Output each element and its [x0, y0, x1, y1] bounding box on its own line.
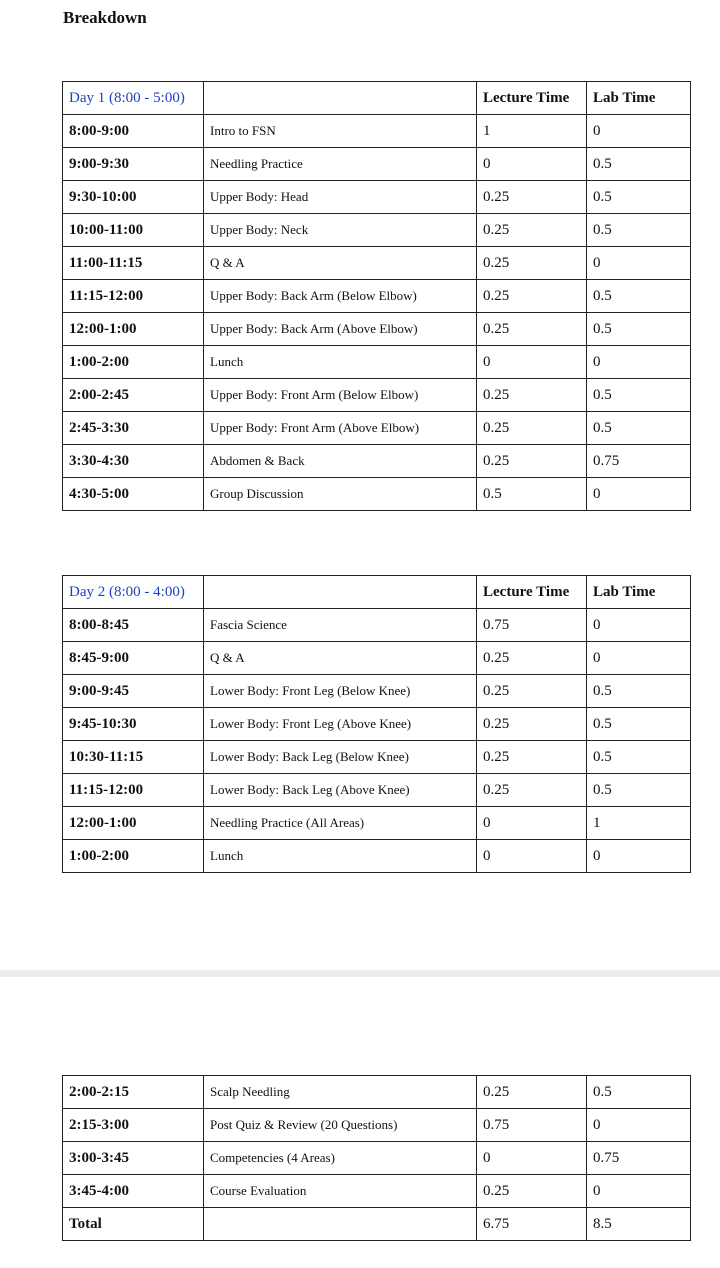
time-slot-cell: 9:00-9:45	[63, 675, 204, 708]
activity-cell: Fascia Science	[204, 609, 477, 642]
lecture-time-cell: 6.75	[477, 1208, 587, 1241]
lecture-time-cell: 0.25	[477, 741, 587, 774]
time-slot-cell: 10:30-11:15	[63, 741, 204, 774]
day-header-cell: Day 2 (8:00 - 4:00)	[63, 576, 204, 609]
lab-time-cell: 0.5	[587, 148, 691, 181]
table-row	[63, 445, 691, 478]
time-slot-cell: 8:00-8:45	[63, 609, 204, 642]
lecture-time-cell: 0.25	[477, 445, 587, 478]
activity-cell: Lower Body: Front Leg (Above Knee)	[204, 708, 477, 741]
table-row	[63, 1208, 691, 1241]
time-slot-cell: 3:00-3:45	[63, 1142, 204, 1175]
day-header-cell: Day 1 (8:00 - 5:00)	[63, 82, 204, 115]
activity-cell: Lower Body: Back Leg (Below Knee)	[204, 741, 477, 774]
lecture-time-cell: 0.25	[477, 774, 587, 807]
activity-cell: Upper Body: Back Arm (Above Elbow)	[204, 313, 477, 346]
activity-cell: Abdomen & Back	[204, 445, 477, 478]
page-break-divider	[0, 970, 720, 977]
table-row	[63, 675, 691, 708]
time-slot-cell: 12:00-1:00	[63, 807, 204, 840]
time-slot-cell: Total	[63, 1208, 204, 1241]
lab-time-cell: 0.5	[587, 1076, 691, 1109]
time-slot-cell: 12:00-1:00	[63, 313, 204, 346]
table-row	[63, 313, 691, 346]
lab-time-cell: 0.5	[587, 214, 691, 247]
lab-time-cell: 0.5	[587, 675, 691, 708]
activity-cell: Needling Practice	[204, 148, 477, 181]
activity-cell: Competencies (4 Areas)	[204, 1142, 477, 1175]
time-slot-cell: 1:00-2:00	[63, 840, 204, 873]
table-row	[63, 346, 691, 379]
time-slot-cell: 11:00-11:15	[63, 247, 204, 280]
day1-schedule-table	[62, 81, 691, 511]
table-row	[63, 642, 691, 675]
table-row	[63, 148, 691, 181]
time-slot-cell: 1:00-2:00	[63, 346, 204, 379]
time-slot-cell: 4:30-5:00	[63, 478, 204, 511]
lecture-time-header: Lecture Time	[477, 576, 587, 609]
lab-time-cell: 1	[587, 807, 691, 840]
table-row	[63, 609, 691, 642]
activity-cell: Upper Body: Head	[204, 181, 477, 214]
activity-cell: Upper Body: Front Arm (Below Elbow)	[204, 379, 477, 412]
time-slot-cell: 3:45-4:00	[63, 1175, 204, 1208]
activity-cell: Scalp Needling	[204, 1076, 477, 1109]
activity-cell: Upper Body: Back Arm (Below Elbow)	[204, 280, 477, 313]
lab-time-header: Lab Time	[587, 576, 691, 609]
lecture-time-cell: 0	[477, 148, 587, 181]
lecture-time-cell: 0.75	[477, 1109, 587, 1142]
activity-cell: Upper Body: Neck	[204, 214, 477, 247]
lab-time-cell: 0	[587, 1109, 691, 1142]
lecture-time-cell: 0.25	[477, 313, 587, 346]
activity-cell: Lower Body: Front Leg (Below Knee)	[204, 675, 477, 708]
time-slot-cell: 8:00-9:00	[63, 115, 204, 148]
lecture-time-cell: 0	[477, 346, 587, 379]
time-slot-cell: 9:00-9:30	[63, 148, 204, 181]
time-slot-cell: 2:45-3:30	[63, 412, 204, 445]
lecture-time-cell: 0	[477, 1142, 587, 1175]
lecture-time-cell: 0	[477, 807, 587, 840]
lab-time-cell: 0	[587, 840, 691, 873]
activity-cell: Lunch	[204, 840, 477, 873]
time-slot-cell: 11:15-12:00	[63, 774, 204, 807]
lecture-time-cell: 0.25	[477, 642, 587, 675]
lab-time-cell: 0	[587, 115, 691, 148]
time-slot-cell: 10:00-11:00	[63, 214, 204, 247]
lecture-time-cell: 0.25	[477, 1076, 587, 1109]
table-row	[63, 379, 691, 412]
activity-cell: Upper Body: Front Arm (Above Elbow)	[204, 412, 477, 445]
table-row	[63, 1142, 691, 1175]
lecture-time-cell: 0.25	[477, 675, 587, 708]
lab-time-cell: 8.5	[587, 1208, 691, 1241]
lecture-time-cell: 0.5	[477, 478, 587, 511]
time-slot-cell: 9:45-10:30	[63, 708, 204, 741]
day2-continued-schedule-table	[62, 1075, 691, 1241]
lab-time-cell: 0.5	[587, 708, 691, 741]
activity-cell	[204, 1208, 477, 1241]
lab-time-cell: 0	[587, 1175, 691, 1208]
activity-header-cell	[204, 82, 477, 115]
lab-time-cell: 0	[587, 247, 691, 280]
table-row	[63, 478, 691, 511]
table-row	[63, 280, 691, 313]
lab-time-cell: 0.5	[587, 412, 691, 445]
activity-header-cell	[204, 576, 477, 609]
table-row	[63, 741, 691, 774]
lecture-time-cell: 0.25	[477, 1175, 587, 1208]
time-slot-cell: 8:45-9:00	[63, 642, 204, 675]
table-row	[63, 807, 691, 840]
activity-cell: Lower Body: Back Leg (Above Knee)	[204, 774, 477, 807]
lab-time-cell: 0.5	[587, 774, 691, 807]
lab-time-cell: 0	[587, 609, 691, 642]
activity-cell: Group Discussion	[204, 478, 477, 511]
table-header-row	[63, 82, 691, 115]
lab-time-cell: 0.75	[587, 1142, 691, 1175]
table-row	[63, 214, 691, 247]
lab-time-cell: 0.5	[587, 741, 691, 774]
time-slot-cell: 11:15-12:00	[63, 280, 204, 313]
table-row	[63, 1076, 691, 1109]
activity-cell: Q & A	[204, 247, 477, 280]
lab-time-cell: 0	[587, 346, 691, 379]
lecture-time-cell: 0.25	[477, 280, 587, 313]
lecture-time-cell: 1	[477, 115, 587, 148]
table-row	[63, 774, 691, 807]
lab-time-cell: 0.5	[587, 280, 691, 313]
activity-cell: Course Evaluation	[204, 1175, 477, 1208]
table-row	[63, 840, 691, 873]
activity-cell: Post Quiz & Review (20 Questions)	[204, 1109, 477, 1142]
lab-time-cell: 0	[587, 478, 691, 511]
activity-cell: Intro to FSN	[204, 115, 477, 148]
lecture-time-cell: 0.25	[477, 708, 587, 741]
lab-time-cell: 0.75	[587, 445, 691, 478]
lab-time-cell: 0	[587, 642, 691, 675]
table-row	[63, 247, 691, 280]
lecture-time-cell: 0	[477, 840, 587, 873]
table-row	[63, 181, 691, 214]
table-row	[63, 708, 691, 741]
time-slot-cell: 2:15-3:00	[63, 1109, 204, 1142]
lecture-time-cell: 0.25	[477, 214, 587, 247]
activity-cell: Needling Practice (All Areas)	[204, 807, 477, 840]
lab-time-header: Lab Time	[587, 82, 691, 115]
activity-cell: Lunch	[204, 346, 477, 379]
table-row	[63, 412, 691, 445]
time-slot-cell: 9:30-10:00	[63, 181, 204, 214]
time-slot-cell: 2:00-2:45	[63, 379, 204, 412]
lecture-time-cell: 0.25	[477, 181, 587, 214]
time-slot-cell: 2:00-2:15	[63, 1076, 204, 1109]
time-slot-cell: 3:30-4:30	[63, 445, 204, 478]
lecture-time-cell: 0.75	[477, 609, 587, 642]
lecture-time-header: Lecture Time	[477, 82, 587, 115]
page-title: Breakdown	[63, 8, 147, 27]
table-row	[63, 1109, 691, 1142]
lecture-time-cell: 0.25	[477, 247, 587, 280]
activity-cell: Q & A	[204, 642, 477, 675]
table-row	[63, 115, 691, 148]
table-row	[63, 1175, 691, 1208]
table-header-row	[63, 576, 691, 609]
day2-schedule-table	[62, 575, 691, 873]
lecture-time-cell: 0.25	[477, 379, 587, 412]
lab-time-cell: 0.5	[587, 379, 691, 412]
lab-time-cell: 0.5	[587, 313, 691, 346]
lecture-time-cell: 0.25	[477, 412, 587, 445]
lab-time-cell: 0.5	[587, 181, 691, 214]
